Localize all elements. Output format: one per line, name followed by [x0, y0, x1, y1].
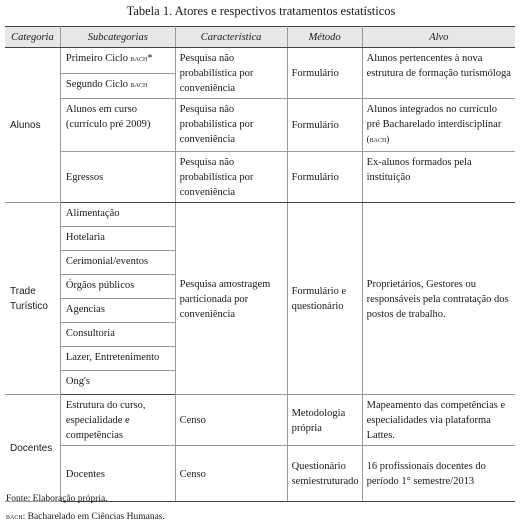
metodo-cell: Metodologia própria — [287, 395, 362, 446]
footnote-mark: * — [147, 53, 153, 64]
table-row — [5, 203, 515, 227]
caracteristica-cell: Censo — [175, 395, 287, 446]
abbreviation-note — [6, 508, 165, 526]
table-row — [5, 152, 515, 203]
abbr-bach: (bach) — [366, 134, 390, 144]
caracteristica-cell: Pesquisa não probabilística por conveniência — [175, 99, 287, 152]
alvo-cell: Alunos pertencentes à nova estrutura de formação turismóloga — [362, 48, 515, 99]
alvo-cell: Ex-alunos formados pela instituição — [362, 152, 515, 203]
header-subcategorias: Subcategorias — [60, 27, 175, 48]
category-docentes: Docentes — [5, 395, 60, 502]
table-notes — [6, 491, 165, 526]
alvo-cell: Mapeamento das competências e especialidades via plataforma Lattes. — [362, 395, 515, 446]
subcategory-cell: Alunos em curso (currículo pré 2009) — [60, 99, 175, 152]
caracteristica-cell: Pesquisa não probabilística por conveniência — [175, 48, 287, 99]
subcategory-cell — [60, 73, 175, 99]
subcategory-cell: Órgãos públicos — [60, 275, 175, 299]
subcategory-cell: Ong's — [60, 371, 175, 395]
alvo-cell — [362, 99, 515, 152]
metodo-cell: Formulário — [287, 152, 362, 203]
category-trade: Trade Turístico — [5, 203, 60, 395]
category-alunos: Alunos — [5, 48, 60, 203]
metodo-cell: Formulário — [287, 48, 362, 99]
header-categoria: Categoria — [5, 27, 60, 48]
alvo-cell: 16 profissionais docentes do período 1° semestre/2013 — [362, 446, 515, 502]
subcategory-cell: Consultoria — [60, 323, 175, 347]
subcategory-cell: Estrutura do curso, especialidade e competências — [60, 395, 175, 446]
caracteristica-cell: Censo — [175, 446, 287, 502]
table-caption: Tabela 1. Atores e respectivos tratamentos estatísticos — [126, 4, 396, 18]
subcategory-cell: Egressos — [60, 152, 175, 203]
abbr-bach: bach — [130, 78, 148, 89]
subcategory-cell: Docentes — [60, 446, 175, 502]
subcategory-cell: Cerimonial/eventos — [60, 251, 175, 275]
subcategory-cell: Lazer, Entretenimento — [60, 347, 175, 371]
subcategory-label: Primeiro Ciclo — [65, 53, 128, 64]
caracteristica-cell: Pesquisa amostragem particionada por conveniência — [175, 203, 287, 395]
source-note: Fonte: Elaboração própria. — [6, 494, 108, 504]
header-caracteristica: Característica — [175, 27, 287, 48]
table-row — [5, 395, 515, 446]
table-row — [5, 48, 515, 74]
metodo-cell: Formulário — [287, 99, 362, 152]
header-alvo: Alvo — [362, 27, 515, 48]
subcategory-cell: Agencias — [60, 299, 175, 323]
metodo-cell: Formulário e questionário — [287, 203, 362, 395]
header-metodo: Método — [287, 27, 362, 48]
abbreviation-definition: : Bacharelado em Ciências Humanas. — [22, 512, 165, 522]
caracteristica-cell: Pesquisa não probabilística por conveniência — [175, 152, 287, 203]
table-row — [5, 99, 515, 152]
header-row — [5, 27, 515, 48]
subcategory-cell — [60, 48, 175, 74]
subcategory-cell: Hotelaria — [60, 227, 175, 251]
subcategory-label: Segundo Ciclo — [65, 78, 128, 90]
subcategory-cell: Alimentação — [60, 203, 175, 227]
abbr-bach: bach — [130, 53, 148, 63]
actors-table — [5, 26, 515, 502]
abbr-bach: bach — [6, 511, 23, 521]
alvo-cell: Proprietários, Gestores ou responsáveis pela contratação dos postos de trabalho. — [362, 203, 515, 395]
metodo-cell: Questionário semiestruturado — [287, 446, 362, 502]
alvo-text: Alunos integrados no currículo pré Bacharelado interdisciplinar — [366, 104, 502, 130]
